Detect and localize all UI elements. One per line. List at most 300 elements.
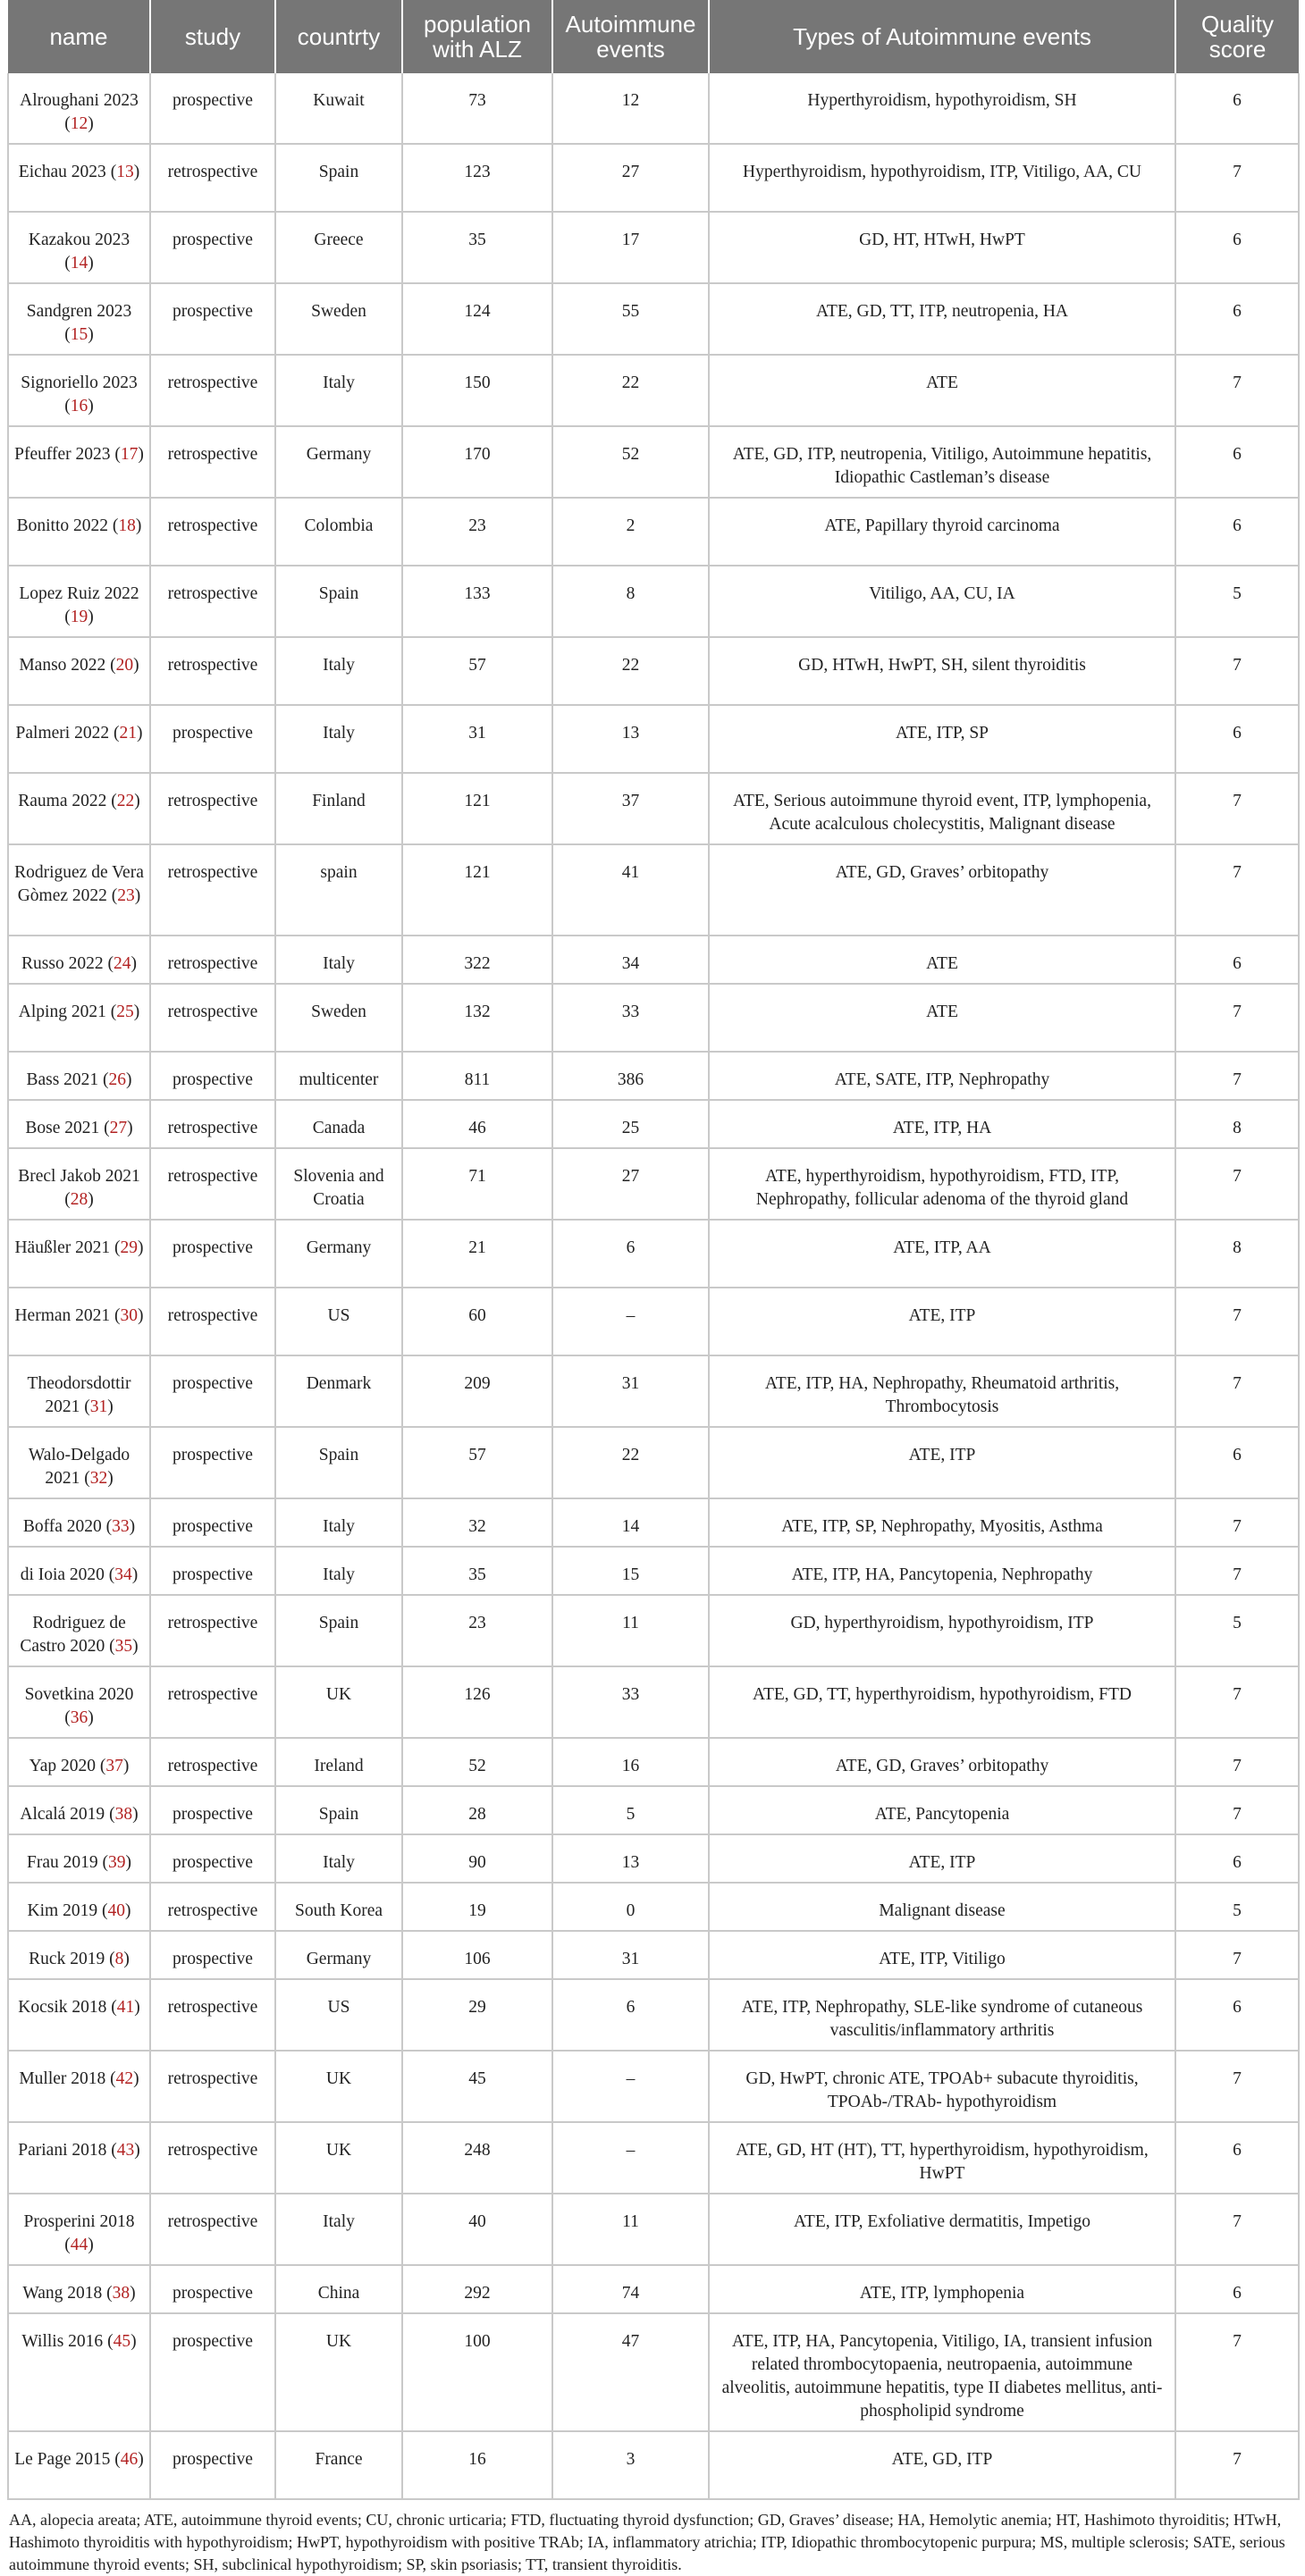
cell-score: 7 [1175, 1288, 1299, 1355]
cell-types: ATE, GD, TT, hyperthyroidism, hypothyroidism, FTD [709, 1666, 1175, 1738]
cell-population: 40 [402, 2194, 552, 2265]
cell-study: prospective [150, 1547, 275, 1595]
study-name: Theodorsdottir 2021 [27, 1374, 131, 1416]
cell-population: 322 [402, 936, 552, 984]
table-row [8, 1666, 1299, 1738]
cell-study: retrospective [150, 984, 275, 1052]
study-name: Pfeuffer 2023 [14, 445, 111, 464]
ref-close-paren: ) [88, 1190, 94, 1209]
cell-events: – [552, 2051, 709, 2122]
cell-population: 811 [402, 1052, 552, 1100]
study-name: Wang 2018 [22, 2284, 103, 2303]
cell-population: 292 [402, 2265, 552, 2313]
cell-score: 6 [1175, 498, 1299, 566]
cell-country: Italy [275, 355, 402, 426]
reference-link[interactable]: 15 [70, 325, 88, 344]
ref-open-paren: ( [105, 656, 116, 675]
study-name: Häußler 2021 [14, 1238, 111, 1257]
reference-link[interactable]: 31 [89, 1397, 108, 1416]
cell-types: GD, HwPT, chronic ATE, TPOAb+ subacute thyroiditis, TPOAb-/TRAb- hypothyroidism [709, 2051, 1175, 2122]
cell-name [8, 355, 150, 426]
cell-population: 121 [402, 844, 552, 936]
table-row [8, 1786, 1299, 1834]
study-name: Frau 2019 [27, 1853, 98, 1872]
cell-score: 7 [1175, 1786, 1299, 1834]
reference-link[interactable]: 29 [120, 1238, 139, 1257]
cell-score: 7 [1175, 773, 1299, 844]
ref-close-paren: ) [135, 516, 142, 535]
table-row [8, 1738, 1299, 1786]
study-name: Ruck 2019 [29, 1950, 105, 1968]
cell-score: 7 [1175, 1052, 1299, 1100]
cell-study: prospective [150, 1220, 275, 1288]
cell-country: Spain [275, 1595, 402, 1666]
cell-country: South Korea [275, 1883, 402, 1931]
reference-link[interactable]: 21 [119, 724, 137, 743]
cell-events: 5 [552, 1786, 709, 1834]
study-name: Eichau 2023 [18, 163, 106, 181]
header-study: study [150, 0, 275, 73]
cell-name [8, 705, 150, 773]
cell-events: 33 [552, 1666, 709, 1738]
reference-link[interactable]: 37 [105, 1757, 123, 1775]
header-country: countrty [275, 0, 402, 73]
cell-study: retrospective [150, 1979, 275, 2051]
cell-events: 13 [552, 1834, 709, 1883]
cell-population: 45 [402, 2051, 552, 2122]
ref-open-paren: ( [106, 886, 118, 905]
reference-link[interactable]: 33 [112, 1517, 130, 1536]
reference-link[interactable]: 41 [116, 1998, 135, 2017]
study-name: Pariani 2018 [18, 2141, 107, 2160]
cell-name [8, 2313, 150, 2431]
table-row [8, 2051, 1299, 2122]
cell-events: – [552, 1288, 709, 1355]
cell-country: Finland [275, 773, 402, 844]
reference-link[interactable]: 34 [114, 1565, 132, 1584]
cell-events: 22 [552, 355, 709, 426]
cell-score: 7 [1175, 1148, 1299, 1220]
cell-name [8, 1547, 150, 1595]
table-row [8, 637, 1299, 705]
cell-score: 6 [1175, 705, 1299, 773]
ref-open-paren: ( [64, 325, 71, 344]
cell-name [8, 1595, 150, 1666]
cell-score: 7 [1175, 2431, 1299, 2499]
cell-types: ATE, Pancytopenia [709, 1786, 1175, 1834]
ref-open-paren: ( [105, 1637, 115, 1656]
reference-link[interactable]: 44 [70, 2236, 88, 2254]
cell-events: 3 [552, 2431, 709, 2499]
table-row [8, 1427, 1299, 1498]
cell-study: retrospective [150, 355, 275, 426]
ref-close-paren: ) [127, 1119, 133, 1137]
table-row [8, 844, 1299, 936]
cell-events: 37 [552, 773, 709, 844]
cell-country: spain [275, 844, 402, 936]
cell-country: US [275, 1979, 402, 2051]
cell-country: Italy [275, 705, 402, 773]
cell-score: 8 [1175, 1100, 1299, 1148]
ref-close-paren: ) [88, 254, 94, 273]
studies-table [7, 0, 1300, 2500]
cell-name [8, 1786, 150, 1834]
study-name: Muller 2018 [19, 2069, 106, 2088]
ref-close-paren: ) [88, 2236, 94, 2254]
cell-score: 5 [1175, 566, 1299, 637]
table-row [8, 2431, 1299, 2499]
cell-score: 7 [1175, 1355, 1299, 1427]
table-row [8, 2122, 1299, 2194]
ref-close-paren: ) [133, 1003, 140, 1021]
cell-types: ATE, GD, ITP, neutropenia, Vitiligo, Autoimmune hepatitis, Idiopathic Castleman’s disease [709, 426, 1175, 498]
study-name: Lopez Ruiz 2022 [19, 584, 139, 603]
study-name: Bose 2021 [25, 1119, 100, 1137]
cell-events: 11 [552, 2194, 709, 2265]
cell-population: 31 [402, 705, 552, 773]
cell-types: ATE, ITP, lymphopenia [709, 2265, 1175, 2313]
cell-types: ATE, GD, Graves’ orbitopathy [709, 1738, 1175, 1786]
cell-events: 6 [552, 1979, 709, 2051]
cell-country: UK [275, 2313, 402, 2431]
ref-open-paren: ( [97, 1901, 108, 1920]
cell-name [8, 73, 150, 144]
cell-study: prospective [150, 2313, 275, 2431]
cell-population: 133 [402, 566, 552, 637]
table-row [8, 355, 1299, 426]
cell-name [8, 936, 150, 984]
reference-link[interactable]: 25 [116, 1003, 134, 1021]
cell-events: 13 [552, 705, 709, 773]
cell-score: 5 [1175, 1595, 1299, 1666]
reference-link[interactable]: 24 [113, 954, 131, 973]
cell-name [8, 1498, 150, 1547]
table-row [8, 426, 1299, 498]
reference-link[interactable]: 8 [114, 1950, 124, 1968]
ref-open-paren: ( [105, 1003, 117, 1021]
header-row [8, 0, 1299, 73]
cell-name [8, 1355, 150, 1427]
cell-country: Spain [275, 566, 402, 637]
cell-country: Italy [275, 2194, 402, 2265]
cell-study: retrospective [150, 1100, 275, 1148]
cell-types: ATE, hyperthyroidism, hypothyroidism, FTD, ITP, Nephropathy, follicular adenoma of the thyroid gland [709, 1148, 1175, 1220]
ref-open-paren: ( [108, 516, 119, 535]
cell-population: 90 [402, 1834, 552, 1883]
reference-link[interactable]: 45 [113, 2332, 131, 2351]
reference-link[interactable]: 16 [70, 397, 88, 415]
cell-country: UK [275, 2122, 402, 2194]
cell-events: 41 [552, 844, 709, 936]
cell-population: 35 [402, 1547, 552, 1595]
cell-study: retrospective [150, 1148, 275, 1220]
cell-country: UK [275, 1666, 402, 1738]
table-row [8, 984, 1299, 1052]
cell-events: 34 [552, 936, 709, 984]
reference-link[interactable]: 36 [70, 1708, 88, 1727]
table-row [8, 1498, 1299, 1547]
cell-score: 6 [1175, 2265, 1299, 2313]
cell-study: prospective [150, 1786, 275, 1834]
cell-population: 73 [402, 73, 552, 144]
cell-country: Germany [275, 426, 402, 498]
cell-score: 7 [1175, 637, 1299, 705]
study-name: Sandgren 2023 [26, 302, 132, 321]
cell-population: 29 [402, 1979, 552, 2051]
reference-link[interactable]: 28 [70, 1190, 88, 1209]
ref-open-paren: ( [109, 724, 120, 743]
study-name: Prosperini 2018 [23, 2212, 135, 2231]
ref-close-paren: ) [136, 724, 143, 743]
reference-link[interactable]: 43 [116, 2141, 135, 2160]
ref-close-paren: ) [129, 1517, 136, 1536]
ref-open-paren: ( [105, 163, 117, 181]
cell-population: 23 [402, 498, 552, 566]
study-name: Alroughani 2023 [20, 91, 139, 110]
cell-name [8, 283, 150, 355]
table-row [8, 1547, 1299, 1595]
reference-link[interactable]: 17 [120, 445, 139, 464]
study-name: Kocsik 2018 [18, 1998, 107, 2017]
ref-open-paren: ( [99, 1119, 110, 1137]
cell-events: 25 [552, 1100, 709, 1148]
cell-study: retrospective [150, 2051, 275, 2122]
ref-close-paren: ) [107, 1397, 114, 1416]
cell-score: 6 [1175, 426, 1299, 498]
reference-link[interactable]: 13 [116, 163, 134, 181]
ref-open-paren: ( [110, 2450, 121, 2469]
study-name: Russo 2022 [21, 954, 104, 973]
study-name: Bass 2021 [26, 1070, 99, 1089]
ref-close-paren: ) [107, 1469, 114, 1488]
cell-study: prospective [150, 1498, 275, 1547]
cell-name [8, 2122, 150, 2194]
reference-link[interactable]: 18 [118, 516, 136, 535]
ref-close-paren: ) [130, 2284, 136, 2303]
ref-open-paren: ( [97, 1853, 108, 1872]
reference-link[interactable]: 22 [116, 792, 135, 810]
cell-name [8, 1100, 150, 1148]
study-name: Le Page 2015 [14, 2450, 111, 2469]
ref-open-paren: ( [104, 1565, 115, 1584]
cell-score: 7 [1175, 1498, 1299, 1547]
cell-population: 106 [402, 1931, 552, 1979]
cell-country: Sweden [275, 984, 402, 1052]
table-row [8, 1052, 1299, 1100]
cell-study: prospective [150, 705, 275, 773]
cell-country: Denmark [275, 1355, 402, 1427]
cell-study: prospective [150, 1931, 275, 1979]
ref-open-paren: ( [106, 792, 117, 810]
cell-events: 11 [552, 1595, 709, 1666]
cell-types: ATE, ITP, HA, Nephropathy, Rheumatoid arthritis, Thrombocytosis [709, 1355, 1175, 1427]
cell-country: Italy [275, 1498, 402, 1547]
ref-close-paren: ) [138, 445, 144, 464]
study-name: Alcalá 2019 [20, 1805, 105, 1824]
cell-types: ATE, Papillary thyroid carcinoma [709, 498, 1175, 566]
cell-types: ATE, GD, Graves’ orbitopathy [709, 844, 1175, 936]
ref-open-paren: ( [102, 2284, 113, 2303]
cell-score: 6 [1175, 1979, 1299, 2051]
ref-open-paren: ( [80, 1469, 90, 1488]
cell-types: ATE, ITP, SP, Nephropathy, Myositis, Asthma [709, 1498, 1175, 1547]
cell-score: 7 [1175, 1738, 1299, 1786]
cell-types: ATE, ITP, Vitiligo [709, 1931, 1175, 1979]
cell-country: China [275, 2265, 402, 2313]
table-body [8, 73, 1299, 2499]
cell-score: 7 [1175, 2051, 1299, 2122]
reference-link[interactable]: 19 [70, 608, 88, 626]
cell-population: 19 [402, 1883, 552, 1931]
cell-population: 60 [402, 1288, 552, 1355]
ref-close-paren: ) [88, 608, 94, 626]
study-name: Signoriello 2023 [21, 373, 138, 392]
study-name: Brecl Jakob 2021 [18, 1167, 140, 1186]
cell-score: 8 [1175, 1220, 1299, 1288]
ref-open-paren: ( [98, 1070, 109, 1089]
table-row [8, 144, 1299, 212]
cell-study: retrospective [150, 637, 275, 705]
cell-population: 132 [402, 984, 552, 1052]
cell-country: France [275, 2431, 402, 2499]
reference-link[interactable]: 46 [120, 2450, 139, 2469]
header-quality-score: Quality score [1175, 0, 1299, 73]
ref-close-paren: ) [133, 2069, 139, 2088]
cell-events: 12 [552, 73, 709, 144]
cell-population: 209 [402, 1355, 552, 1427]
ref-open-paren: ( [110, 445, 121, 464]
cell-types: ATE, SATE, ITP, Nephropathy [709, 1052, 1175, 1100]
cell-events: 8 [552, 566, 709, 637]
cell-country: Spain [275, 1786, 402, 1834]
ref-close-paren: ) [134, 792, 140, 810]
table-row [8, 1220, 1299, 1288]
reference-link[interactable]: 23 [117, 886, 135, 905]
cell-types: ATE, ITP, HA, Pancytopenia, Vitiligo, IA, transient infusion related thrombocytopaenia, neutropaenia, autoimmune alveolitis, autoimmune hepatitis, type II diabetes mellitus, anti-phospholipid syndrome [709, 2313, 1175, 2431]
reference-link[interactable]: 32 [89, 1469, 108, 1488]
cell-study: prospective [150, 283, 275, 355]
cell-types: Hyperthyroidism, hypothyroidism, ITP, Vitiligo, AA, CU [709, 144, 1175, 212]
cell-name [8, 2265, 150, 2313]
cell-population: 100 [402, 2313, 552, 2431]
cell-score: 7 [1175, 144, 1299, 212]
table-row [8, 936, 1299, 984]
study-name: Herman 2021 [14, 1306, 111, 1325]
cell-types: ATE, GD, HT (HT), TT, hyperthyroidism, hypothyroidism, HwPT [709, 2122, 1175, 2194]
cell-types: ATE [709, 936, 1175, 984]
cell-types: ATE, ITP, HA [709, 1100, 1175, 1148]
cell-study: retrospective [150, 1595, 275, 1666]
reference-link[interactable]: 20 [115, 656, 134, 675]
ref-open-paren: ( [64, 1190, 71, 1209]
cell-types: ATE, ITP, AA [709, 1220, 1175, 1288]
table-row [8, 2194, 1299, 2265]
ref-open-paren: ( [110, 1306, 121, 1325]
cell-study: retrospective [150, 936, 275, 984]
ref-open-paren: ( [110, 1238, 121, 1257]
reference-link[interactable]: 12 [70, 114, 88, 133]
reference-link[interactable]: 38 [112, 2284, 130, 2303]
cell-study: retrospective [150, 773, 275, 844]
cell-score: 7 [1175, 1666, 1299, 1738]
ref-close-paren: ) [88, 114, 94, 133]
table-row [8, 1931, 1299, 1979]
table-row [8, 2265, 1299, 2313]
reference-link[interactable]: 42 [115, 2069, 134, 2088]
reference-link[interactable]: 39 [108, 1853, 126, 1872]
cell-types: GD, HT, HTwH, HwPT [709, 212, 1175, 283]
reference-link[interactable]: 30 [120, 1306, 139, 1325]
cell-population: 170 [402, 426, 552, 498]
cell-study: prospective [150, 1834, 275, 1883]
cell-study: retrospective [150, 2122, 275, 2194]
cell-score: 7 [1175, 1547, 1299, 1595]
cell-events: 52 [552, 426, 709, 498]
cell-types: ATE, Serious autoimmune thyroid event, ITP, lymphopenia, Acute acalculous cholecystitis, Malignant disease [709, 773, 1175, 844]
reference-link[interactable]: 35 [114, 1637, 133, 1656]
ref-open-paren: ( [96, 1757, 106, 1775]
cell-types: Vitiligo, AA, CU, IA [709, 566, 1175, 637]
study-name: Bonitto 2022 [16, 516, 108, 535]
table-row [8, 73, 1299, 144]
cell-population: 126 [402, 1666, 552, 1738]
table-row [8, 773, 1299, 844]
cell-name [8, 637, 150, 705]
cell-population: 28 [402, 1786, 552, 1834]
cell-events: – [552, 2122, 709, 2194]
study-name: Manso 2022 [19, 656, 106, 675]
cell-population: 123 [402, 144, 552, 212]
table-row [8, 212, 1299, 283]
ref-open-paren: ( [64, 1708, 71, 1727]
cell-score: 7 [1175, 2313, 1299, 2431]
study-name: Boffa 2020 [22, 1517, 102, 1536]
cell-country: Slovenia and Croatia [275, 1148, 402, 1220]
reference-link[interactable]: 40 [107, 1901, 125, 1920]
table-footnote: AA, alopecia areata; ATE, autoimmune thyroid events; CU, chronic urticaria; FTD, fluctuating thyroid dysfunction; GD, Graves’ disease; HA, Hemolytic anemia; HT, Hashimoto thyroiditis; HTwH, Hashimoto thyroiditis with hypothyroidism; HwPT, hypothyroidism with positive TRAb; IA, inflammatory atrichia; ITP, Idiopathic thrombocytopenic purpura; MS, multiple sclerosis; SATE, serious autoimmune thyroid events; SH, subclinical hypothyroidism; SP, skin psoriasis; TT, transient thyroiditis. [9, 2511, 1285, 2573]
cell-study: retrospective [150, 1666, 275, 1738]
ref-open-paren: ( [80, 1397, 90, 1416]
study-name: Yap 2020 [29, 1757, 97, 1775]
cell-name [8, 1666, 150, 1738]
cell-study: retrospective [150, 844, 275, 936]
ref-close-paren: ) [130, 954, 137, 973]
reference-link[interactable]: 38 [114, 1805, 133, 1824]
table-row [8, 1148, 1299, 1220]
cell-study: retrospective [150, 2194, 275, 2265]
cell-events: 33 [552, 984, 709, 1052]
cell-types: Hyperthyroidism, hypothyroidism, SH [709, 73, 1175, 144]
ref-close-paren: ) [138, 2450, 144, 2469]
reference-link[interactable]: 27 [109, 1119, 128, 1137]
ref-open-paren: ( [105, 2069, 116, 2088]
cell-score: 6 [1175, 1834, 1299, 1883]
study-name: Rodriguez de Vera Gòmez 2022 [14, 863, 144, 905]
ref-close-paren: ) [122, 1757, 130, 1775]
ref-close-paren: ) [134, 2141, 140, 2160]
cell-study: retrospective [150, 1883, 275, 1931]
cell-score: 6 [1175, 936, 1299, 984]
reference-link[interactable]: 26 [108, 1070, 127, 1089]
cell-population: 21 [402, 1220, 552, 1288]
cell-score: 7 [1175, 2194, 1299, 2265]
cell-types: GD, HTwH, HwPT, SH, silent thyroiditis [709, 637, 1175, 705]
cell-types: ATE, GD, TT, ITP, neutropenia, HA [709, 283, 1175, 355]
cell-country: Ireland [275, 1738, 402, 1786]
reference-link[interactable]: 14 [70, 254, 88, 273]
cell-study: prospective [150, 212, 275, 283]
cell-name [8, 498, 150, 566]
